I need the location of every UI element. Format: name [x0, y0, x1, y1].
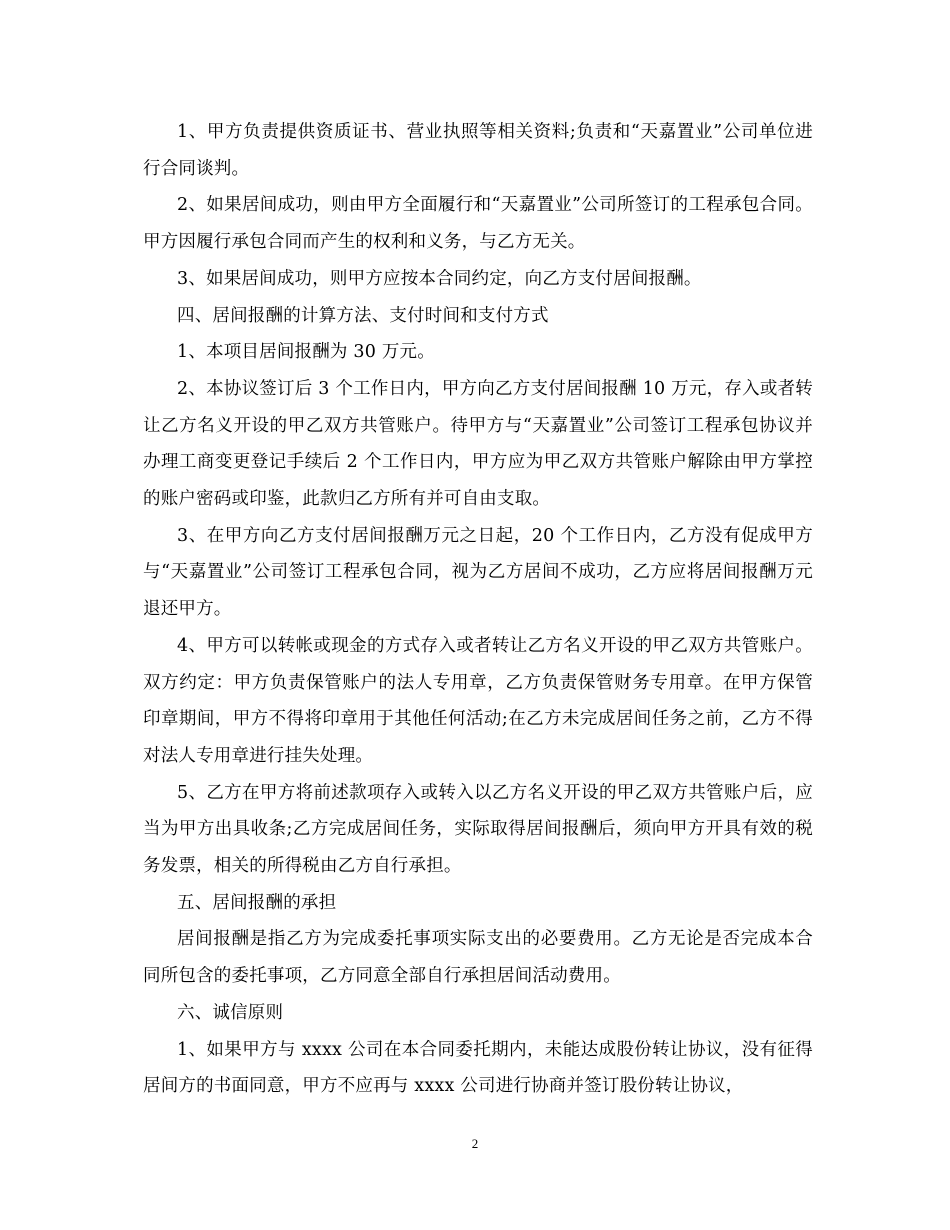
paragraph-4-2: 2、本协议签订后 3 个工作日内，甲方向乙方支付居间报酬 10 万元，存入或者转让乙方名义开设的甲乙双方共管账户。待甲方与“天嘉置业”公司签订工程承包协议并办理工商变更登记手续后 2 个工作日内，甲方应为甲乙双方共管账户解除由甲方掌控的账户密码或印鉴，此款归乙方所有并可自由支取。	[143, 378, 813, 510]
paragraph-4-4: 4、甲方可以转帐或现金的方式存入或者转让乙方名义开设的甲乙双方共管账户。双方约定：甲方负责保管账户的法人专用章，乙方负责保管财务专用章。在甲方保管印章期间，甲方不得将印章用于其他任何活动;在乙方未完成居间任务之前，乙方不得对法人专用章进行挂失处理。	[143, 635, 813, 766]
section-heading-4: 四、居间报酬的计算方法、支付时间和支付方式	[177, 305, 549, 326]
paragraph-4-1: 1、本项目居间报酬为 30 万元。	[177, 342, 435, 363]
paragraph-2: 2、如果居间成功，则由甲方全面履行和“天嘉置业”公司所签订的工程承包合同。甲方因履行承包合同而产生的权利和义务，与乙方无关。	[143, 195, 813, 253]
paragraph-1: 1、甲方负责提供资质证书、营业执照等相关资料;负责和“天嘉置业”公司单位进行合同谈判。	[143, 122, 813, 179]
page-number: 2	[471, 1136, 479, 1151]
section-heading-5: 五、居间报酬的承担	[177, 892, 337, 913]
paragraph-4-3: 3、在甲方向乙方支付居间报酬万元之日起，20 个工作日内，乙方没有促成甲方与“天嘉置业”公司签订工程承包合同，视为乙方居间不成功，乙方应将居间报酬万元退还甲方。	[143, 525, 813, 620]
paragraph-5-1: 居间报酬是指乙方为完成委托事项实际支出的必要费用。乙方无论是否完成本合同所包含的委托事项，乙方同意全部自行承担居间活动费用。	[143, 929, 813, 987]
paragraph-6-1: 1、如果甲方与 xxxx 公司在本合同委托期内，未能达成股份转让协议，没有征得居间方的书面同意，甲方不应再与 xxxx 公司进行协商并签订股份转让协议，	[143, 1039, 813, 1097]
document-body	[143, 114, 813, 1105]
section-heading-6: 六、诚信原则	[177, 1002, 284, 1023]
paragraph-4-5: 5、乙方在甲方将前述款项存入或转入以乙方名义开设的甲乙双方共管账户后，应当为甲方出具收条;乙方完成居间任务，实际取得居间报酬后，须向甲方开具有效的税务发票，相关的所得税由乙方自行承担。	[143, 782, 813, 877]
paragraph-3: 3、如果居间成功，则甲方应按本合同约定，向乙方支付居间报酬。	[177, 268, 702, 289]
